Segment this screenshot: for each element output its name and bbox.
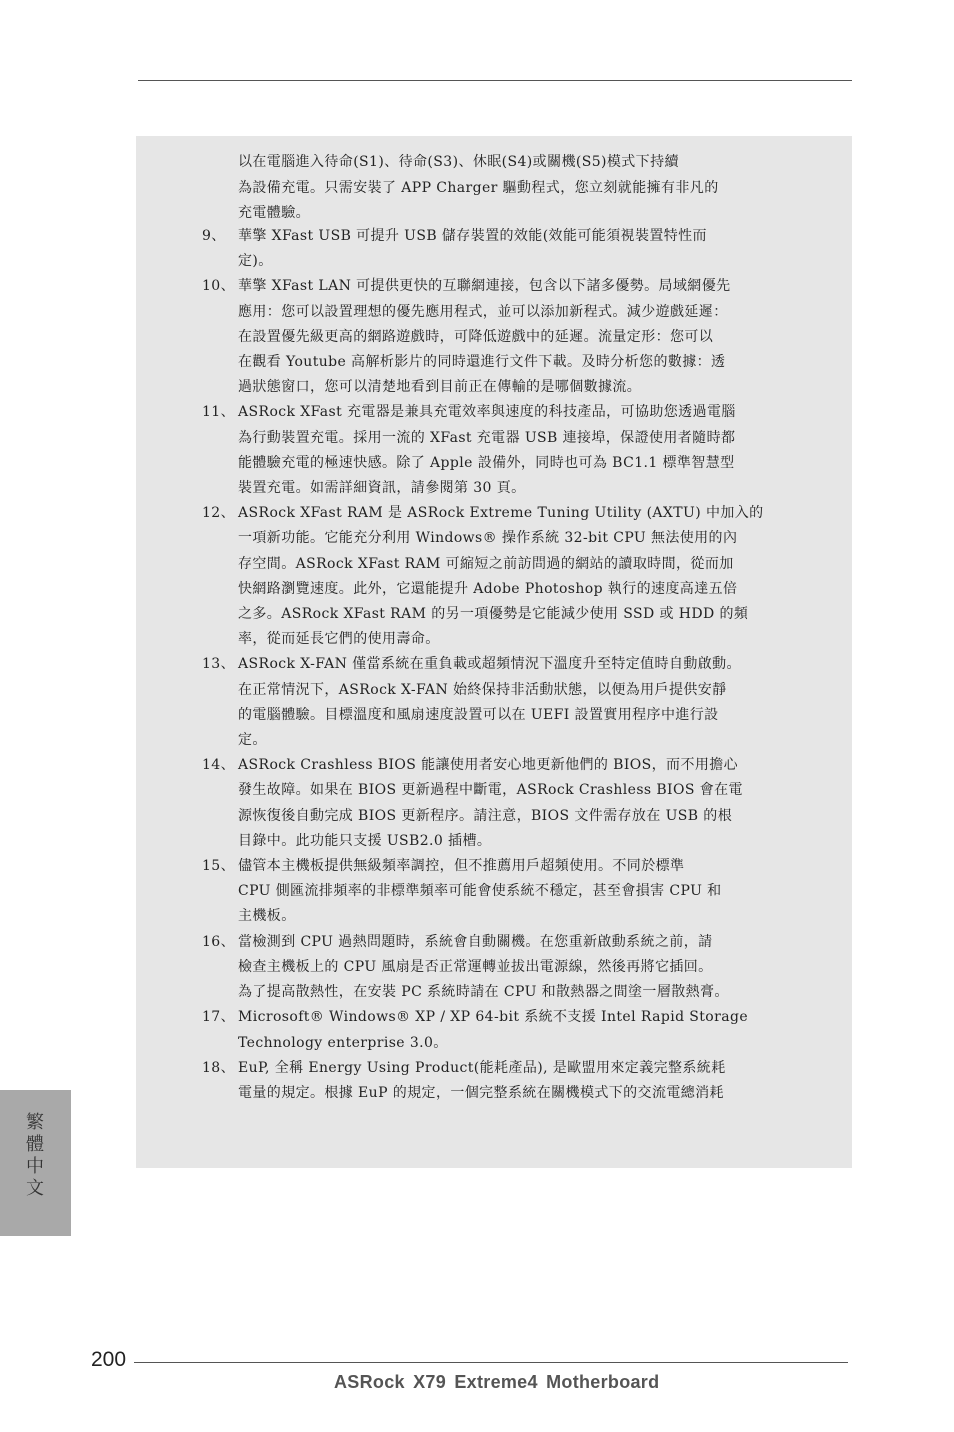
item-line: ASRock XFast 充電器是兼具充電效率與速度的科技產品，可協助您透過電腦 — [238, 404, 736, 421]
item-line: 檢查主機板上的 CPU 風扇是否正常運轉並拔出電源線，然後再將它插回。 — [238, 958, 713, 975]
item-line: ASRock Crashless BIOS 能讓使用者安心地更新他們的 BIOS，而不用擔心 — [238, 757, 739, 774]
footer-title: ASRock X79 Extreme4 Motherboard — [334, 1372, 660, 1392]
page-number: 200 — [91, 1348, 127, 1371]
list-item — [202, 1056, 808, 1106]
list-item — [202, 652, 808, 753]
intro-line: 以在電腦進入待命(S1)、待命(S3)、休眠(S4)或關機(S5)模式下持續 — [238, 154, 679, 170]
feature-list — [202, 224, 808, 1106]
item-line: 快網路瀏覽速度。此外，它還能提升 Adobe Photoshop 執行的速度高達五倍 — [238, 580, 738, 597]
item-line: 過狀態窗口，您可以清楚地看到目前正在傳輸的是哪個數據流。 — [238, 379, 642, 396]
top-rule — [138, 80, 852, 81]
item-line: Microsoft® Windows® XP / XP 64-bit 系統不支援 Intel Rapid Storage — [238, 1009, 749, 1026]
item-line: EuP, 全稱 Energy Using Product(能耗產品), 是歐盟用來定義完整系統耗 — [238, 1059, 726, 1076]
item-line: Technology enterprise 3.0。 — [238, 1034, 448, 1051]
item-number: 16、 — [202, 933, 236, 950]
language-side-tab — [0, 1090, 71, 1236]
list-item — [202, 930, 808, 1006]
item-line: 華擎 XFast LAN 可提供更快的互聯網連接，包含以下諸多優勢。局域網優先 — [238, 278, 731, 295]
language-label: 繁體中文 — [26, 1112, 44, 1199]
intro-line: 為設備充電。只需安裝了 APP Charger 驅動程式，您立刻就能擁有非凡的 — [238, 179, 719, 196]
item-line: 發生故障。如果在 BIOS 更新過程中斷電，ASRock Crashless BIOS 會在電 — [238, 782, 743, 799]
intro-line: 充電體驗。 — [238, 205, 310, 221]
item-number: 15、 — [202, 858, 236, 875]
item-line: 能體驗充電的極速快感。除了 Apple 設備外，同時也可為 BC1.1 標準智慧型 — [238, 454, 735, 471]
item-number: 9、 — [202, 228, 226, 244]
item-line: 在正常情況下，ASRock X-FAN 始終保持非活動狀態，以便為用戶提供安靜 — [238, 681, 727, 698]
list-item — [202, 501, 808, 652]
item-line: 率，從而延長它們的使用壽命。 — [238, 631, 440, 648]
item-number: 14、 — [202, 757, 236, 774]
item-line: 當檢測到 CPU 過熱問題時，系統會自動關機。在您重新啟動系統之前，請 — [238, 933, 713, 950]
item-line: 在設置優先級更高的網路遊戲時，可降低遊戲中的延遲。流量定形：您可以 — [238, 328, 714, 345]
item-line: 定)。 — [238, 253, 273, 270]
item-line: 目錄中。此功能只支援 USB2.0 插槽。 — [238, 832, 492, 849]
item-number: 18、 — [202, 1059, 236, 1076]
list-item — [202, 400, 808, 501]
item-number: 13、 — [202, 656, 236, 673]
item-line: 儘管本主機板提供無級頻率調控，但不推薦用戶超頻使用。不同於標準 — [238, 858, 685, 875]
item-line: ASRock XFast RAM 是 ASRock Extreme Tuning Utility (AXTU) 中加入的 — [238, 505, 764, 522]
item-line: 一項新功能。它能充分利用 Windows® 操作系統 32-bit CPU 無法使用的內 — [238, 530, 738, 547]
item-line: 定。 — [238, 732, 267, 749]
item-line: CPU 側匯流排頻率的非標準頻率可能會使系統不穩定，甚至會損害 CPU 和 — [238, 883, 722, 900]
item-line: 為了提高散熱性，在安裝 PC 系統時請在 CPU 和散熱器之間塗一層散熱膏。 — [238, 984, 729, 1001]
item-line: 為行動裝置充電。採用一流的 XFast 充電器 USB 連接埠，保證使用者隨時都 — [238, 429, 736, 446]
item-line: 在觀看 Youtube 高解析影片的同時還進行文件下載。及時分析您的數據：透 — [238, 354, 726, 371]
item-line: 的電腦體驗。目標溫度和風扇速度設置可以在 UEFI 設置實用程序中進行設 — [238, 706, 719, 723]
item-line: 之多。ASRock XFast RAM 的另一項優勢是它能減少使用 SSD 或 HDD 的頻 — [238, 606, 749, 623]
item-line: 應用：您可以設置理想的優先應用程式，並可以添加新程式。減少遊戲延遲： — [238, 303, 728, 320]
item-number: 17、 — [202, 1009, 236, 1026]
item-line: 裝置充電。如需詳細資訊，請參閱第 30 頁。 — [238, 480, 526, 497]
item-line: 存空間。ASRock XFast RAM 可縮短之前訪問過的網站的讀取時間，從而加 — [238, 555, 734, 572]
list-item — [202, 753, 808, 854]
item-line: ASRock X-FAN 僅當系統在重負載或超頻情況下溫度升至特定值時自動啟動。 — [238, 656, 741, 673]
list-item — [202, 274, 808, 400]
list-item — [202, 224, 808, 274]
item-line: 華擎 XFast USB 可提升 USB 儲存裝置的效能(效能可能須視裝置特性而 — [238, 228, 707, 244]
item-number: 10、 — [202, 278, 236, 295]
list-item — [202, 854, 808, 930]
item-line: 電量的規定。根據 EuP 的規定，一個完整系統在關機模式下的交流電總消耗 — [238, 1084, 724, 1101]
list-item — [202, 1005, 808, 1055]
footer-rule — [134, 1362, 848, 1363]
item-line: 源恢復後自動完成 BIOS 更新程序。請注意，BIOS 文件需存放在 USB 的根 — [238, 807, 733, 824]
item-line: 主機板。 — [238, 908, 296, 925]
item-number: 12、 — [202, 505, 236, 522]
item-number: 11、 — [202, 404, 236, 421]
intro-paragraph — [238, 150, 808, 227]
